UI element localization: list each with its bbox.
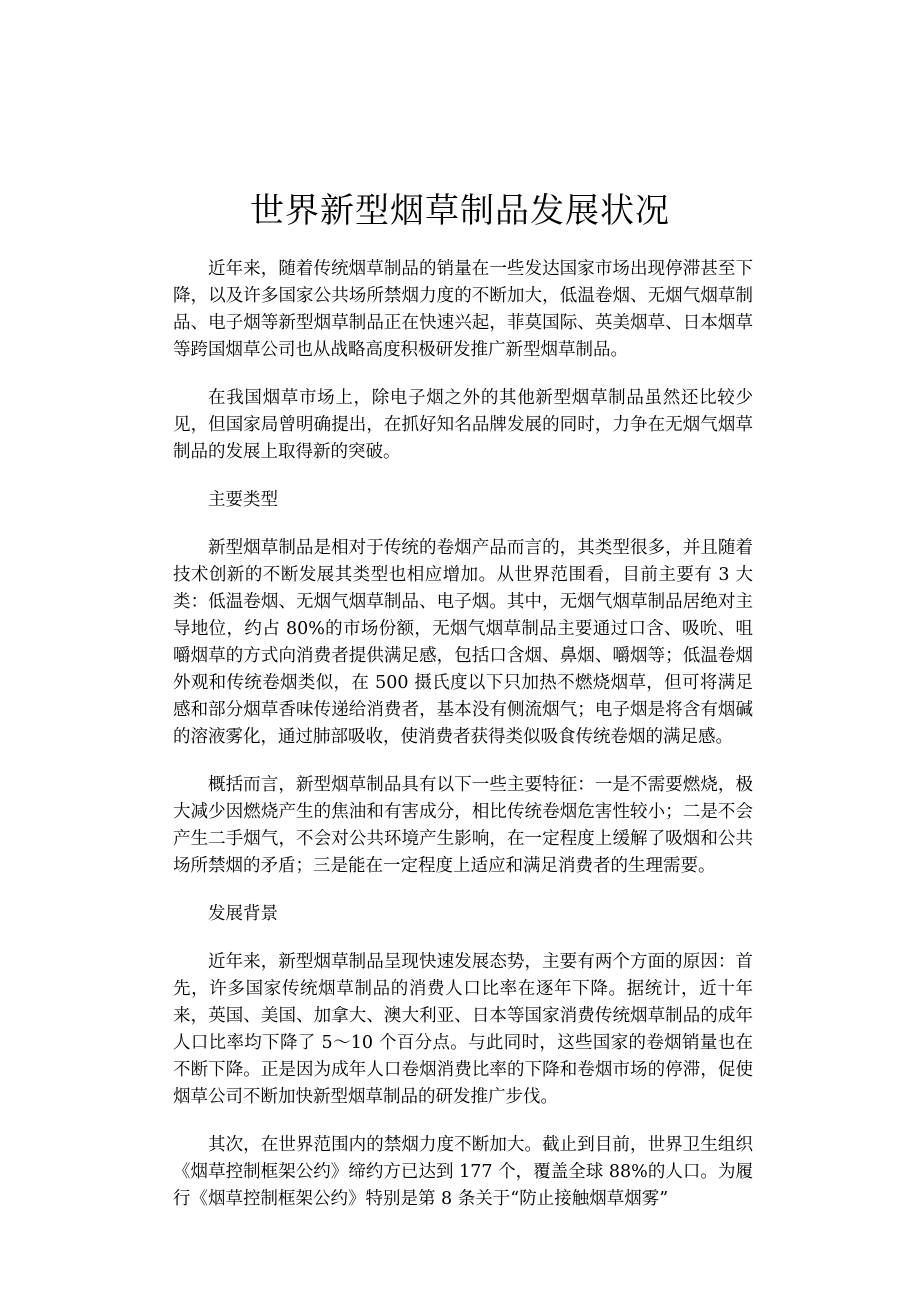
document-body — [173, 256, 753, 1234]
paragraph-background-first: 近年来，新型烟草制品呈现快速发展态势，主要有两个方面的原因：首先，许多国家传统烟草制品的消费人口比率在逐年下降。据统计，近十年来，英国、美国、加拿大、澳大利亚、日本等国家消费传统烟草制品的成年人口比率均下降了 5～10 个百分点。与此同时，这些国家的卷烟销量也在不断下降。正是因为成年人口卷烟消费比率的下降和卷烟市场的停滞，促使烟草公司不断加快新型烟草制品的研发推广步伐。 — [173, 952, 753, 1107]
document-title: 世界新型烟草制品发展状况 — [250, 191, 670, 231]
paragraph-intro: 近年来，随着传统烟草制品的销量在一些发达国家市场出现停滞甚至下降，以及许多国家公共场所禁烟力度的不断加大，低温卷烟、无烟气烟草制品、电子烟等新型烟草制品正在快速兴起，菲莫国际、英美烟草、日本烟草等跨国烟草公司也从战略高度积极研发推广新型烟草制品。 — [173, 259, 753, 360]
paragraph-features: 概括而言，新型烟草制品具有以下一些主要特征：一是不需要燃烧，极大减少因燃烧产生的焦油和有害成分，相比传统卷烟危害性较小；二是不会产生二手烟气，不会对公共环境产生影响，在一定程度上缓解了吸烟和公共场所禁烟的矛盾；三是能在一定程度上适应和满足消费者的生理需要。 — [173, 775, 753, 876]
paragraph-types: 新型烟草制品是相对于传统的卷烟产品而言的，其类型很多，并且随着技术创新的不断发展其类型也相应增加。从世界范围看，目前主要有 3 大类：低温卷烟、无烟气烟草制品、电子烟。其中，无烟气烟草制品居绝对主导地位，约占 80%的市场份额，无烟气烟草制品主要通过口含、吸吮、咀嚼烟草的方式向消费者提供满足感，包括口含烟、鼻烟、嚼烟等；低温卷烟外观和传统卷烟类似，在 500 摄氏度以下只加热不燃烧烟草，但可将满足感和部分烟草香味传递给消费者，基本没有侧流烟气；电子烟是将含有烟碱的溶液雾化，通过肺部吸收，使消费者获得类似吸食传统卷烟的满足感。 — [173, 538, 753, 747]
paragraph-china-market: 在我国烟草市场上，除电子烟之外的其他新型烟草制品虽然还比较少见，但国家局曾明确提出，在抓好知名品牌发展的同时，力争在无烟气烟草制品的发展上取得新的突破。 — [173, 388, 753, 462]
section-heading-background: 发展背景 — [208, 904, 278, 924]
paragraph-background-second: 其次，在世界范围内的禁烟力度不断加大。截止到目前，世界卫生组织《烟草控制框架公约》缔约方已达到 177 个，覆盖全球 88%的人口。为履行《烟草控制框架公约》特别是第 8 条关于“防止接触烟草烟雾” — [173, 1135, 753, 1209]
section-heading-main-types: 主要类型 — [208, 490, 278, 510]
